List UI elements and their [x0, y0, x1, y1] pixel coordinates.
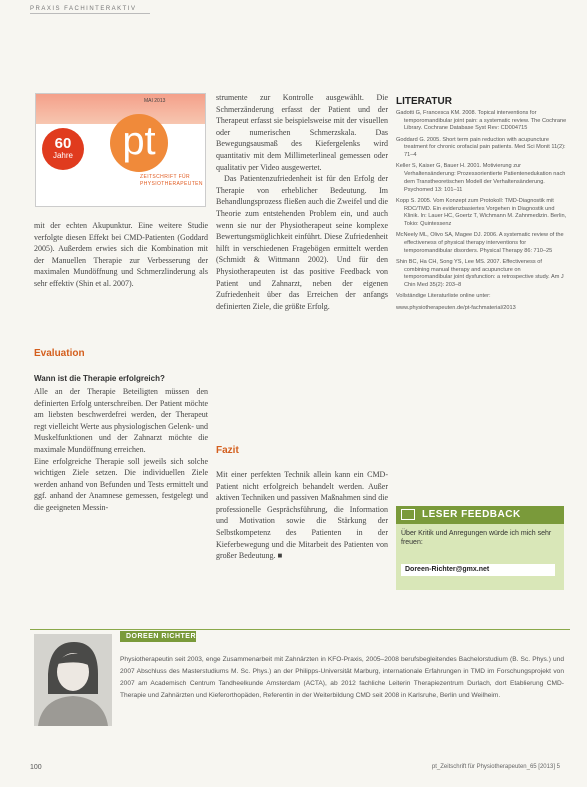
cover-subtitle-line1: ZEITSCHRIFT FÜR [140, 174, 191, 180]
author-name: DOREEN RICHTER [120, 631, 196, 642]
col2-paragraph-1: strumente zur Kontrolle ausgewählt. Die Schmerzänderung erfasst der Patient und der Therapeut erfasst sie beispielsweise mit der visuellen oder numerischen Schmerzskala. Das Bewegungsausmaß des Kiefergelenks wird quantitativ mit dem Millimeterlineal gemessen oder qualitativ per Video ausgewertet. [216, 93, 388, 172]
literature-url[interactable]: www.physiotherapeuten.de/pt-fachmaterial/2013 [396, 304, 516, 311]
feedback-title: LESER FEEDBACK [422, 509, 521, 520]
text-column-1 [34, 220, 208, 290]
author-bio: Physiotherapeutin seit 2003, enge Zusammenarbeit mit Zahnärzten in KFO-Praxis, 2005–2008 berufsbegleitendes Bachelorstudium (B. Sc. Phys.) und 2007 Abschluss des Masterstudiums M. Sc. Phys.) an der Philipps-Universität Marburg, internationale Erfahrungen in TMD im Forschungsprojekt von 2007 am Academisch Centrum Tandheelkunde Amsterdam (ACTA), ab 2012 fachliche Leiterin Therapiezentrum Durlach, dort Etablierung CMD-Therapie und Zahnärzten und Kieferorthopäden, Referentin in der Weiterbildung CMD seit 2008 in Karlsruhe, Berlin und Weilheim. [120, 656, 564, 699]
literature-entry: Kopp S. 2005. Vom Konzept zum Protokoll: TMD-Diagnostik mit RDC/TMD. Ein evidenzbasiertes Vorgehen in Diagnostik und Klinik. In: Lauer HC, Goertz T, Wichmann M. Zahnmedizin. Berlin, Tokio: Quintessenz [396, 197, 567, 227]
literature-entry: McNeely ML, Olivo SA, Magee DJ. 2006. A systematic review of the effectiveness of physical therapy interventions for temporomandibular disorders. Physical Therapy 86: 710–25 [396, 232, 564, 254]
badge-number: 60 [54, 135, 72, 152]
col2-paragraph-2: Das Patientenzufriedenheit ist für den Erfolg der Therapie von erheblicher Bedeutung. Im Behandlungsprozess fließen auch die Zweifel und die Theorie zum entstehenden Problem ein, und auch wenn sie nur der Physiotherapeut seine komplexe Bewertungsmöglichkeit einführt. Diese Zufriedenheit hilft in verschiedenen Fragebögen ermittelt werden (Schmidt & Wittmann 2002). Und für den Physiotherapeuten ist das positive Feedback von Patient und Zahnarzt, neben der eigenen Zufriedenheit über das Erreichen der anfangs definierten Ziele, die größte Erfolg. [216, 174, 388, 311]
section-heading-evaluation: Evaluation [34, 348, 85, 359]
subheading-therapy-success: Wann ist die Therapie erfolgreich? [34, 374, 165, 383]
literature-list [396, 110, 568, 316]
header-rule [30, 13, 150, 14]
cover-date: MAI 2013 [144, 98, 166, 104]
feedback-text: Über Kritik und Anregungen würde ich mich sehr freuen: [401, 530, 552, 546]
text-column-2b [216, 469, 388, 562]
anniversary-badge [42, 128, 84, 170]
literature-title: LITERATUR [396, 96, 452, 107]
literature-entry: Keller S, Kaiser G, Bauer H. 2001. Motivierung zur Verhaltensänderung: Prozessorientierte Patientenedukation nach dem Transtheoretischen Modell der Verhaltensänderung. Psychomed 13: 101–11 [396, 163, 566, 193]
literature-entry: Shin BC, Ha CH, Song YS, Lee MS. 2007. Effectiveness of combining manual therapy and acupuncture on temporomandibular joint dysfunction: a retrospective study. Am J Chin Med 35(2): 203–8 [396, 258, 564, 289]
page-number: 100 [30, 764, 42, 771]
literature-entry: Gadotti G, Francesca KM. 2008. Topical interventions for temporomandibular joint pain: a systematic review. The Cochrane Library. Cochrane Database Syst Rev: CD004715 [396, 110, 567, 132]
badge-word: Jahre [52, 151, 73, 160]
col1-paragraph-3: Eine erfolgreiche Therapie soll jeweils sich solche wichtigen Ziele setzen. Die individuellen Ziele werden anhand von Befunden und Tests ermittelt und ggf. anhand der Anamnese gemessen, festgelegt und die geeigneten Messin- [34, 456, 208, 512]
feedback-email-link[interactable]: Doreen-Richter@gmx.net [401, 564, 555, 576]
author-photo [34, 634, 112, 726]
author-portrait-graphic [34, 634, 112, 726]
running-head: PRAXIS FACHINTERAKTIV [30, 6, 137, 12]
literature-note: Vollständige Literaturliste online unter: [396, 293, 491, 300]
literature-entry: Goddard G. 2005. Short term pain reduction with acupuncture treatment for chronic orofacial pain patients. Med Sci Monit 11(2): 71–4 [396, 136, 566, 159]
cover-subtitle-line2: PHYSIOTHERAPEUTEN [140, 181, 203, 187]
journal-cover-image [35, 93, 206, 207]
col1-paragraph-2: Alle an der Therapie Beteiligten müssen den definierten Erfolg unterschreiben. Der Patient möchte am liebsten beschwerdefrei werden, der Therapeut regt vielleicht Werte aus physiologischen Gelenk- und Muskelfunktionen und der Zahnarzt möchte die maximale Mundöffnung erreichen. [34, 387, 208, 454]
reader-feedback-box [396, 506, 564, 590]
pt-logo: pt [110, 114, 168, 172]
journal-citation: pt_Zeitschrift für Physiotherapeuten_65 [2013] 5 [431, 764, 560, 770]
col1-paragraph-1: mit der echten Akupunktur. Eine weitere Studie verfolgte diesen Effekt bei CMD-Patienten (Goddard 2005). Außerdem erwies sich die Kombination mit der Manuellen Therapie zur Verbesserung der maximalen Mundöffnung und Schmerzlinderung als sehr effektiv (Shin et al. 2007). [34, 221, 208, 288]
author-divider [30, 629, 570, 630]
text-column-1b [34, 386, 208, 514]
envelope-icon [401, 509, 415, 520]
col2-paragraph-3: Mit einer perfekten Technik allein kann ein CMD-Patient nicht erfolgreich behandelt werden. Außer aktiven Techniken und passiven Maßnahmen sind die professionelle Gesprächsführung, die Information und Motivation sowie die Stärkung der Selbstkompetenz des Patienten in der Kieferbewegung und die Mitarbeit des Patienten von großer Bedeutung. ■ [216, 470, 388, 561]
text-column-2 [216, 92, 388, 312]
section-heading-fazit: Fazit [216, 445, 239, 456]
cover-subtitle [140, 174, 203, 188]
